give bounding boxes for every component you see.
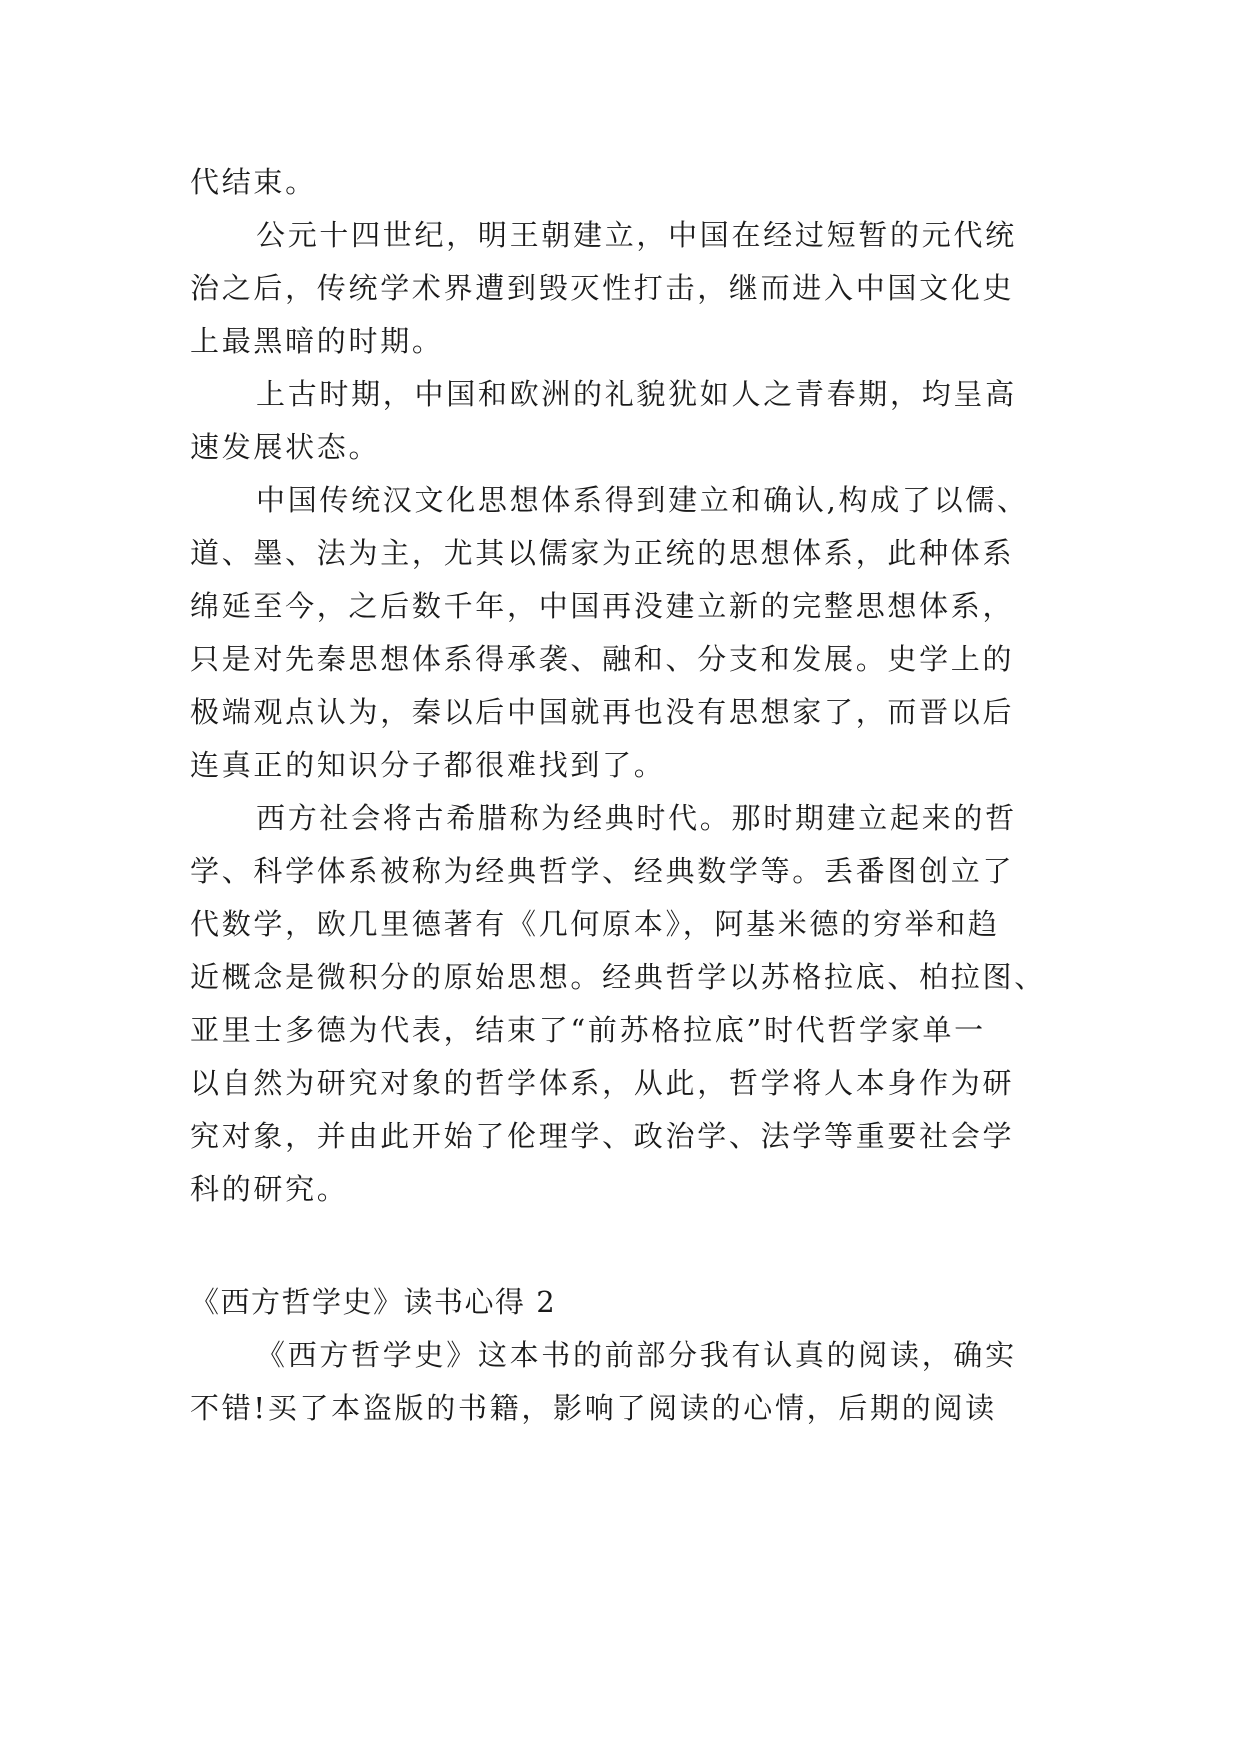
text-line: 绵延至今，之后数千年，中国再没建立新的完整思想体系， xyxy=(190,589,1015,623)
text-line: 近概念是微积分的原始思想。经典哲学以苏格拉底、柏拉图、 xyxy=(190,960,1046,994)
text-line: 亚里士多德为代表，结束了“前苏格拉底”时代哲学家单一 xyxy=(190,1013,986,1047)
paragraph-line: 公元十四世纪，明王朝建立，中国在经过短暂的元代统 xyxy=(256,218,1017,252)
text-line: 连真正的知识分子都很难找到了。 xyxy=(190,748,666,782)
section-gap xyxy=(190,1216,1052,1276)
text-line: 究对象，并由此开始了伦理学、政治学、法学等重要社会学 xyxy=(190,1119,1015,1153)
text-line: 代数学，欧几里德著有《几何原本》，阿基米德的穷举和趋 xyxy=(190,907,1000,941)
document-body xyxy=(190,156,1052,1435)
text-line: 上最黑暗的时期。 xyxy=(190,324,444,358)
section-heading: 《西方哲学史》读书心得 2 xyxy=(190,1285,557,1319)
text-line: 治之后，传统学术界遭到毁灭性打击，继而进入中国文化史 xyxy=(190,271,1015,305)
paragraph-line: 上古时期，中国和欧洲的礼貌犹如人之青春期，均呈高 xyxy=(256,377,1017,411)
paragraph-line: 西方社会将古希腊称为经典时代。那时期建立起来的哲 xyxy=(256,801,1017,835)
text-line: 道、墨、法为主，尤其以儒家为正统的思想体系，此种体系 xyxy=(190,536,1015,570)
text-line: 极端观点认为，秦以后中国就再也没有思想家了，而晋以后 xyxy=(190,695,1015,729)
text-line: 以自然为研究对象的哲学体系，从此，哲学将人本身作为研 xyxy=(190,1066,1015,1100)
text-line: 不错!买了本盗版的书籍，影响了阅读的心情，后期的阅读 xyxy=(190,1391,997,1425)
text-line: 代结束。 xyxy=(190,165,317,199)
text-line: 科的研究。 xyxy=(190,1172,349,1206)
text-line: 学、科学体系被称为经典哲学、经典数学等。丢番图创立了 xyxy=(190,854,1015,888)
paragraph-line: 中国传统汉文化思想体系得到建立和确认,构成了以儒、 xyxy=(256,483,1029,517)
text-line: 速发展状态。 xyxy=(190,430,381,464)
text-line: 只是对先秦思想体系得承袭、融和、分支和发展。史学上的 xyxy=(190,642,1015,676)
paragraph-line: 《西方哲学史》这本书的前部分我有认真的阅读，确实 xyxy=(256,1338,1017,1372)
